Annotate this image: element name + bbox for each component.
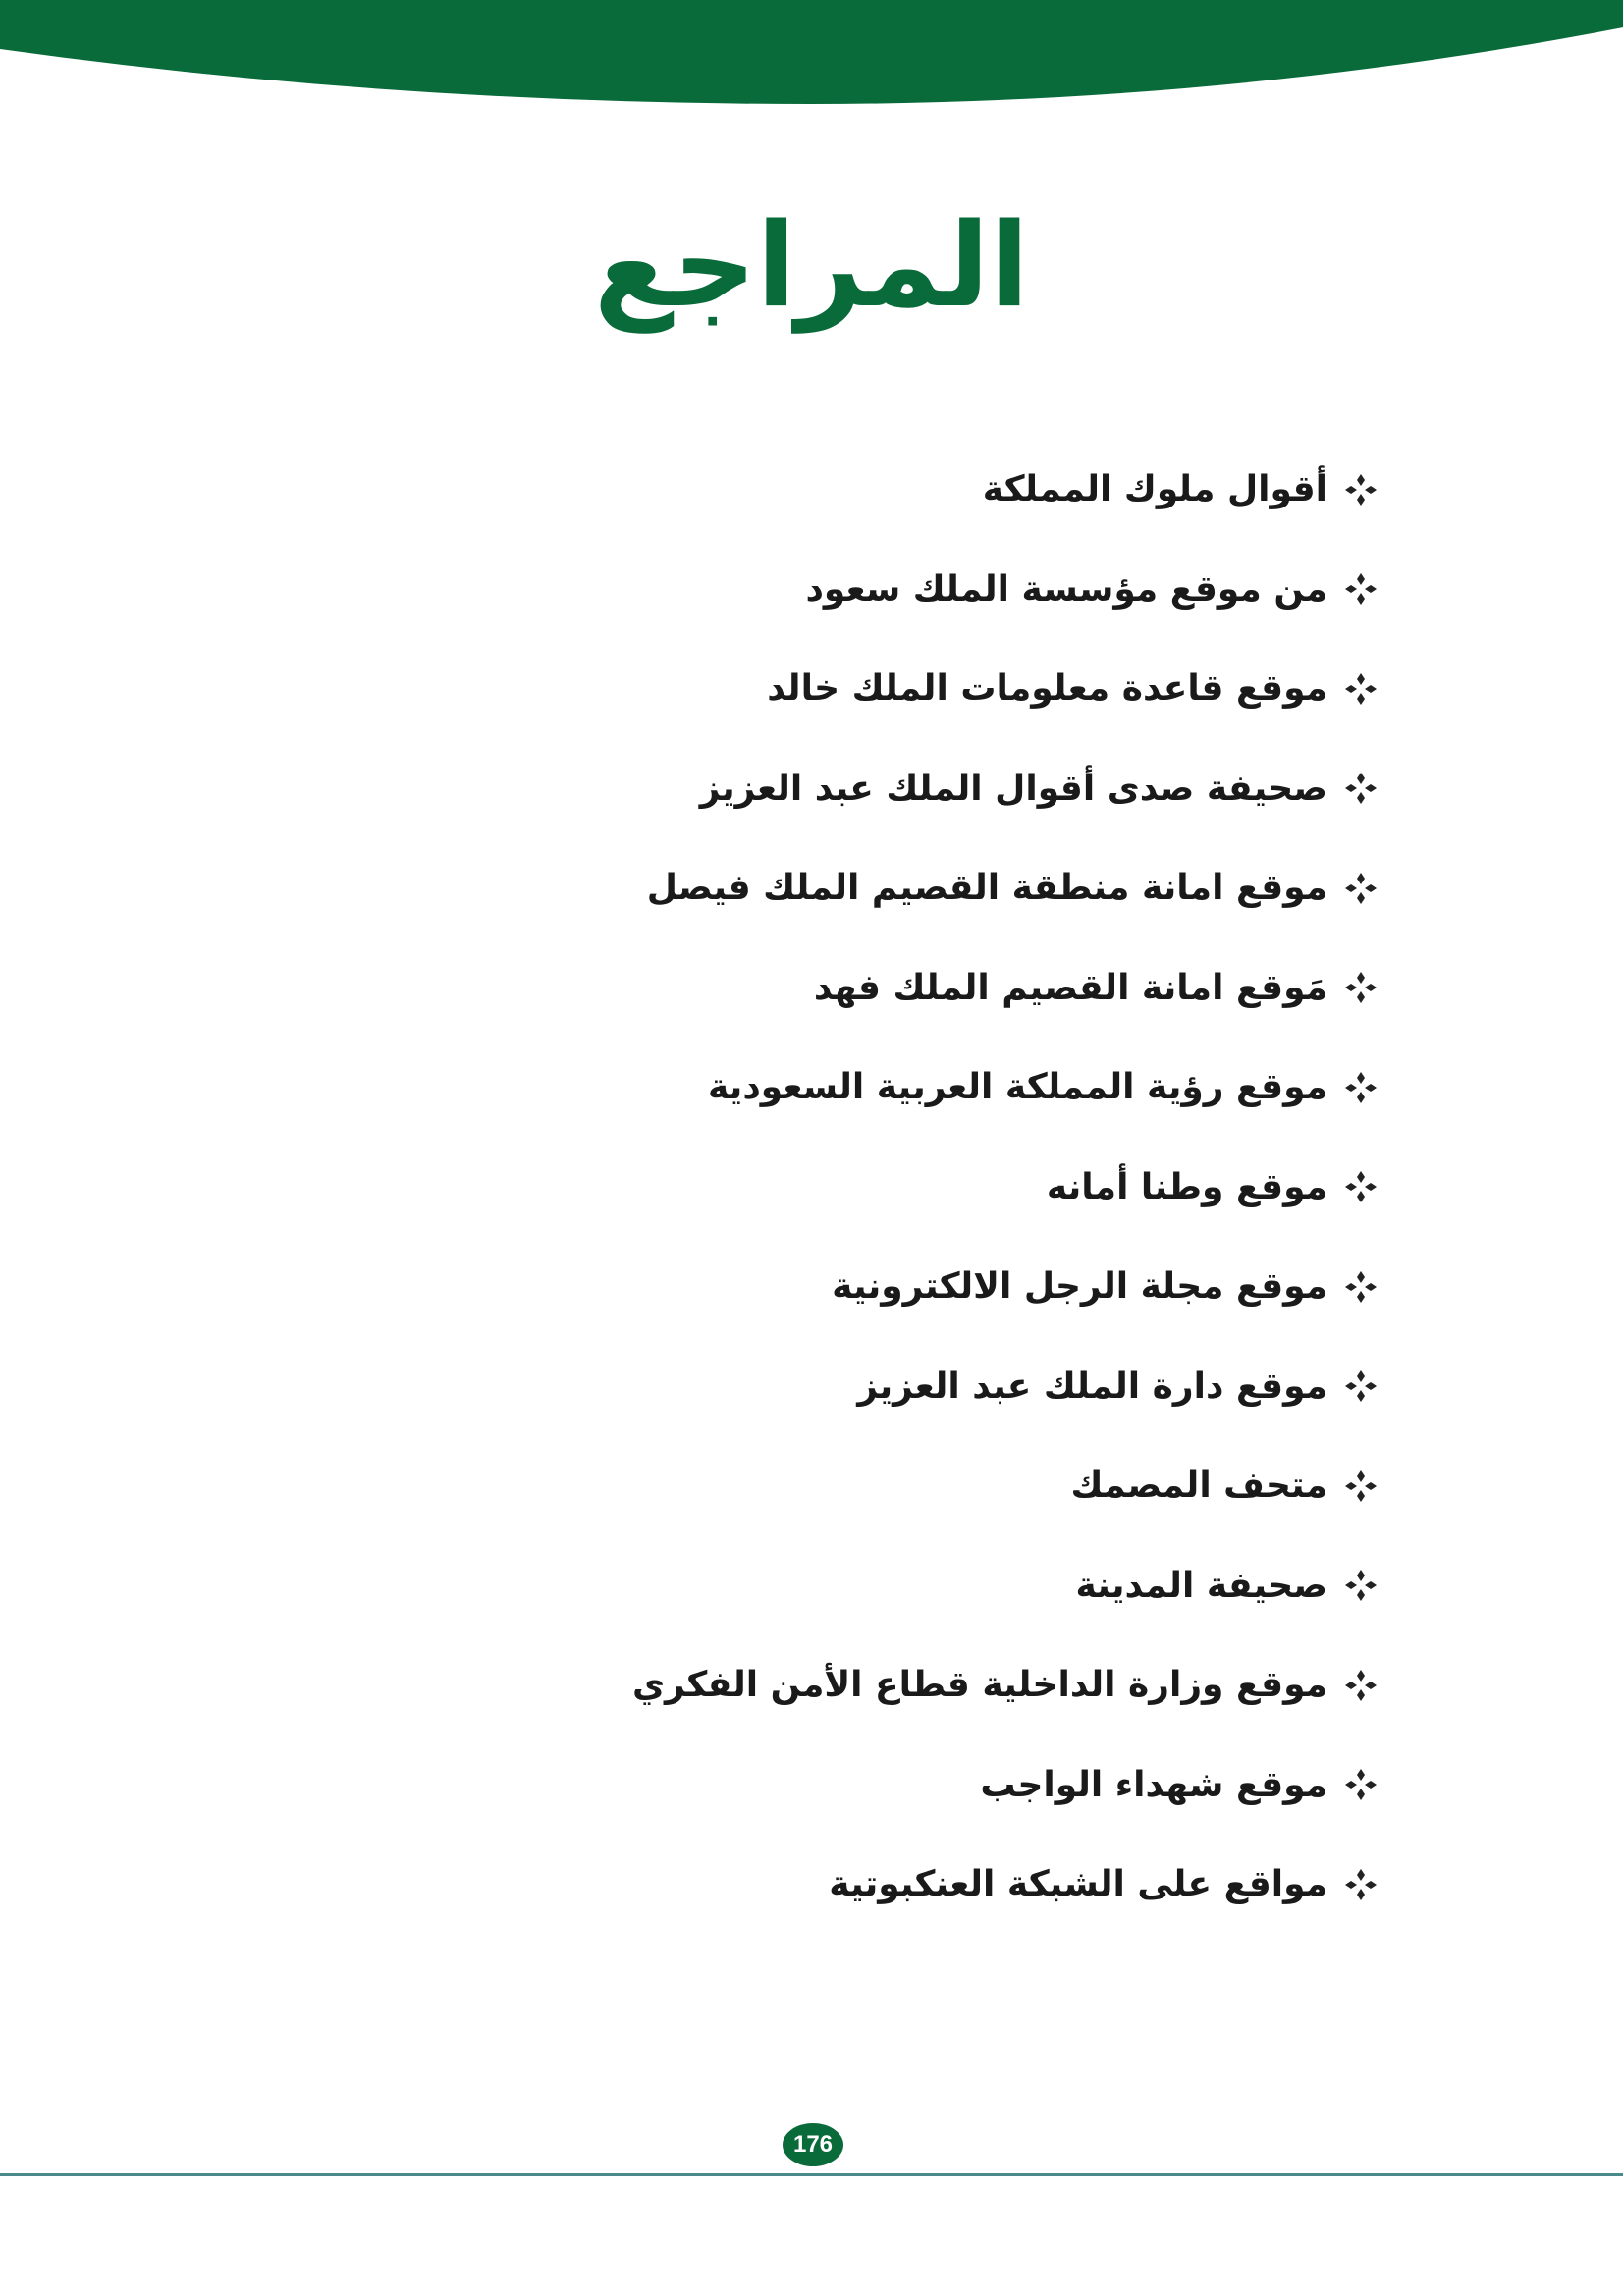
reference-item — [202, 1138, 1380, 1238]
four-diamond-bullet-icon — [1341, 1267, 1380, 1307]
four-diamond-bullet-icon — [1341, 1366, 1380, 1406]
reference-text: موقع وطنا أمانه — [1046, 1166, 1327, 1207]
reference-text: موقع رؤية المملكة العربية السعودية — [707, 1067, 1327, 1108]
reference-list — [202, 440, 1380, 1935]
four-diamond-bullet-icon — [1341, 1467, 1380, 1506]
reference-item — [202, 1337, 1380, 1437]
reference-item — [202, 440, 1380, 540]
top-green-band — [0, 0, 1623, 108]
reference-text: متحف المصمك — [1070, 1466, 1327, 1507]
page-title: المراجع — [593, 197, 1030, 333]
reference-item — [202, 1735, 1380, 1836]
four-diamond-bullet-icon — [1341, 1865, 1380, 1904]
reference-text: مَوقع امانة القصيم الملك فهد — [813, 967, 1327, 1008]
reference-item — [202, 1635, 1380, 1735]
four-diamond-bullet-icon — [1341, 569, 1380, 609]
reference-text: أقوال ملوك المملكة — [982, 469, 1327, 510]
reference-text: موقع شهداء الواجب — [980, 1764, 1327, 1805]
reference-item — [202, 540, 1380, 640]
four-diamond-bullet-icon — [1341, 669, 1380, 709]
reference-item — [202, 739, 1380, 839]
reference-text: موقع قاعدة معلومات الملك خالد — [767, 668, 1327, 710]
reference-text: صحيفة صدى أقوال الملك عبد العزيز — [699, 768, 1327, 809]
reference-item — [202, 838, 1380, 938]
reference-item — [202, 1237, 1380, 1337]
four-diamond-bullet-icon — [1341, 1167, 1380, 1206]
reference-text: موقع وزارة الداخلية قطاع الأمن الفكري — [632, 1665, 1327, 1706]
reference-item — [202, 1436, 1380, 1536]
reference-item — [202, 1038, 1380, 1138]
bottom-rule — [0, 2173, 1623, 2176]
reference-text: موقع دارة الملك عبد العزيز — [857, 1365, 1327, 1407]
reference-text: مواقع على الشبكة العنكبوتية — [829, 1864, 1327, 1905]
reference-item — [202, 1835, 1380, 1935]
reference-item — [202, 639, 1380, 739]
four-diamond-bullet-icon — [1341, 869, 1380, 908]
page-number-badge: 176 — [783, 2123, 843, 2166]
reference-item — [202, 1536, 1380, 1636]
four-diamond-bullet-icon — [1341, 769, 1380, 808]
four-diamond-bullet-icon — [1341, 470, 1380, 509]
reference-text: موقع امانة منطقة القصيم الملك فيصل — [646, 868, 1327, 909]
four-diamond-bullet-icon — [1341, 1068, 1380, 1107]
four-diamond-bullet-icon — [1341, 1666, 1380, 1705]
four-diamond-bullet-icon — [1341, 1765, 1380, 1804]
four-diamond-bullet-icon — [1341, 968, 1380, 1007]
reference-item — [202, 938, 1380, 1039]
four-diamond-bullet-icon — [1341, 1566, 1380, 1605]
reference-text: موقع مجلة الرجل الالكترونية — [832, 1266, 1327, 1308]
reference-text: من موقع مؤسسة الملك سعود — [805, 568, 1327, 610]
reference-text: صحيفة المدينة — [1075, 1565, 1327, 1606]
